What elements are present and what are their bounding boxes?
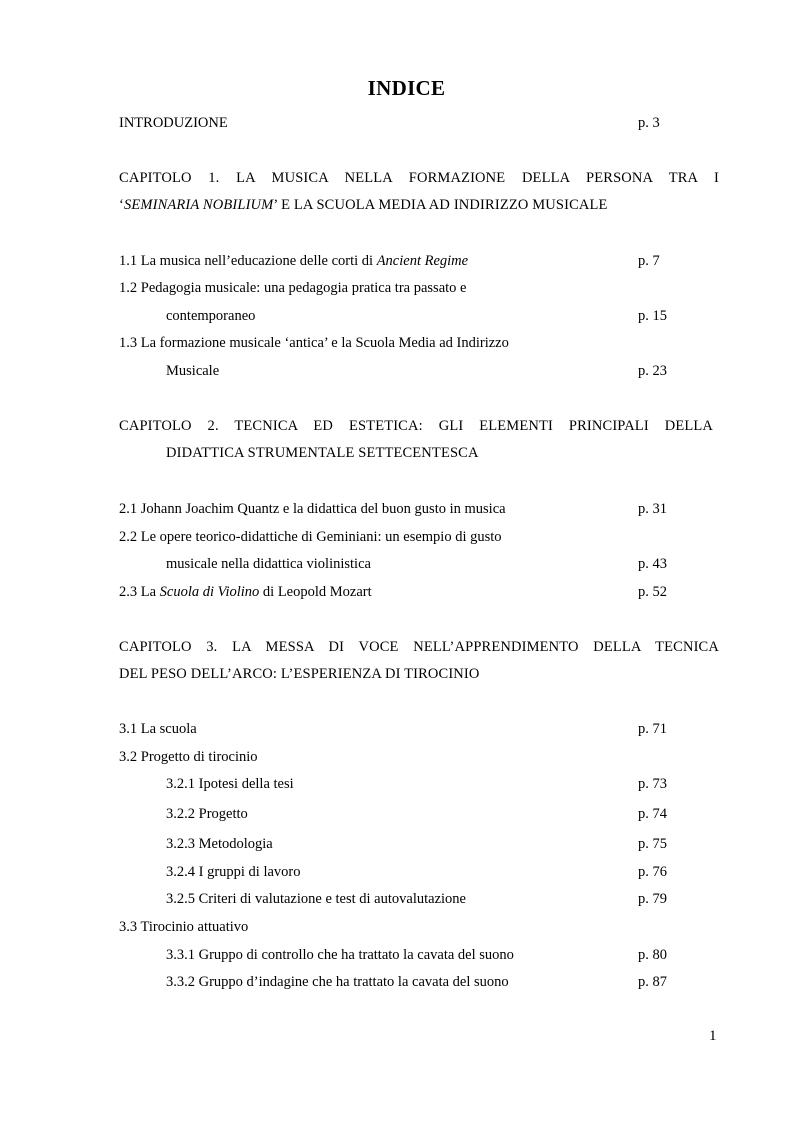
page-number: 1	[709, 1028, 717, 1044]
chapter-3-heading-line-2: DEL PESO DELL’ARCO: L’ESPERIENZA DI TIROCINIO	[119, 666, 480, 682]
toc-entry-3-2: 3.2 Progetto di tirocinio	[119, 749, 258, 765]
chapter-1-heading-line-2	[119, 196, 719, 214]
toc-entry-2-1: 2.1 Johann Joachim Quantz e la didattica del buon gusto in musica	[119, 501, 506, 517]
toc-page-3-3-1: p. 80	[638, 947, 667, 963]
toc-entry-2-3	[119, 583, 719, 601]
chapter-2-heading-line-1: CAPITOLO 2. TECNICA ED ESTETICA: GLI ELEMENTI PRINCIPALI DELLA	[119, 418, 713, 434]
chapter-3-heading-line-1: CAPITOLO 3. LA MESSA DI VOCE NELL’APPRENDIMENTO DELLA TECNICA	[119, 639, 719, 655]
chapter-1-heading-line-1: CAPITOLO 1. LA MUSICA NELLA FORMAZIONE DELLA PERSONA TRA I	[119, 170, 719, 186]
toc-entry-3-3-1: 3.3.1 Gruppo di controllo che ha trattato la cavata del suono	[166, 947, 514, 963]
toc-entry-2-3-italic: Scuola di Violino	[159, 584, 260, 600]
toc-entry-1-2-cont: contemporaneo	[166, 308, 256, 324]
toc-entry-2-3-post: di Leopold Mozart	[259, 584, 372, 600]
toc-page-3-2-4: p. 76	[638, 864, 667, 880]
toc-entry-3-2-3: 3.2.3 Metodologia	[166, 836, 273, 852]
toc-page-introduction: p. 3	[638, 115, 660, 131]
toc-entry-3-2-2: 3.2.2 Progetto	[166, 806, 248, 822]
chapter-1-quote-open: ‘	[119, 197, 124, 213]
chapter-2-heading-line-2: DIDATTICA STRUMENTALE SETTECENTESCA	[166, 445, 479, 461]
toc-page-2-3: p. 52	[638, 584, 667, 600]
toc-page-1-1: p. 7	[638, 253, 660, 269]
toc-entry-1-1	[119, 252, 719, 270]
toc-page-3-3-2: p. 87	[638, 974, 667, 990]
toc-page-1-2: p. 15	[638, 308, 667, 324]
toc-page-2-1: p. 31	[638, 501, 667, 517]
toc-page-2-2: p. 43	[638, 556, 667, 572]
toc-entry-introduction: INTRODUZIONE	[119, 115, 228, 131]
toc-entry-1-2: 1.2 Pedagogia musicale: una pedagogia pratica tra passato e	[119, 280, 467, 296]
toc-entry-2-2: 2.2 Le opere teorico-didattiche di Geminiani: un esempio di gusto	[119, 529, 502, 545]
page-title: INDICE	[367, 76, 446, 100]
toc-page-1-3: p. 23	[638, 363, 667, 379]
toc-entry-3-2-5: 3.2.5 Criteri di valutazione e test di autovalutazione	[166, 891, 466, 907]
toc-entry-2-3-pre: 2.3 La	[119, 584, 160, 600]
toc-page-3-1: p. 71	[638, 721, 667, 737]
chapter-1-italic-title: SEMINARIA NOBILIUM	[123, 197, 274, 213]
toc-entry-1-1-text: 1.1 La musica nell’educazione delle corti di	[119, 253, 377, 269]
toc-entry-3-3-2: 3.3.2 Gruppo d’indagine che ha trattato la cavata del suono	[166, 974, 509, 990]
toc-entry-3-2-1: 3.2.1 Ipotesi della tesi	[166, 776, 294, 792]
toc-entry-3-1: 3.1 La scuola	[119, 721, 197, 737]
toc-page-3-2-1: p. 73	[638, 776, 667, 792]
toc-page-3-2-3: p. 75	[638, 836, 667, 852]
toc-entry-1-1-italic: Ancient Regime	[376, 253, 469, 269]
toc-entry-3-3: 3.3 Tirocinio attuativo	[119, 919, 249, 935]
toc-page-3-2-2: p. 74	[638, 806, 667, 822]
chapter-1-heading-rest: ’ E LA SCUOLA MEDIA AD INDIRIZZO MUSICALE	[273, 197, 608, 213]
toc-page-3-2-5: p. 79	[638, 891, 667, 907]
toc-entry-3-2-4: 3.2.4 I gruppi di lavoro	[166, 864, 301, 880]
toc-entry-1-3: 1.3 La formazione musicale ‘antica’ e la Scuola Media ad Indirizzo	[119, 335, 509, 351]
toc-entry-1-3-cont: Musicale	[166, 363, 220, 379]
toc-entry-2-2-cont: musicale nella didattica violinistica	[166, 556, 371, 572]
